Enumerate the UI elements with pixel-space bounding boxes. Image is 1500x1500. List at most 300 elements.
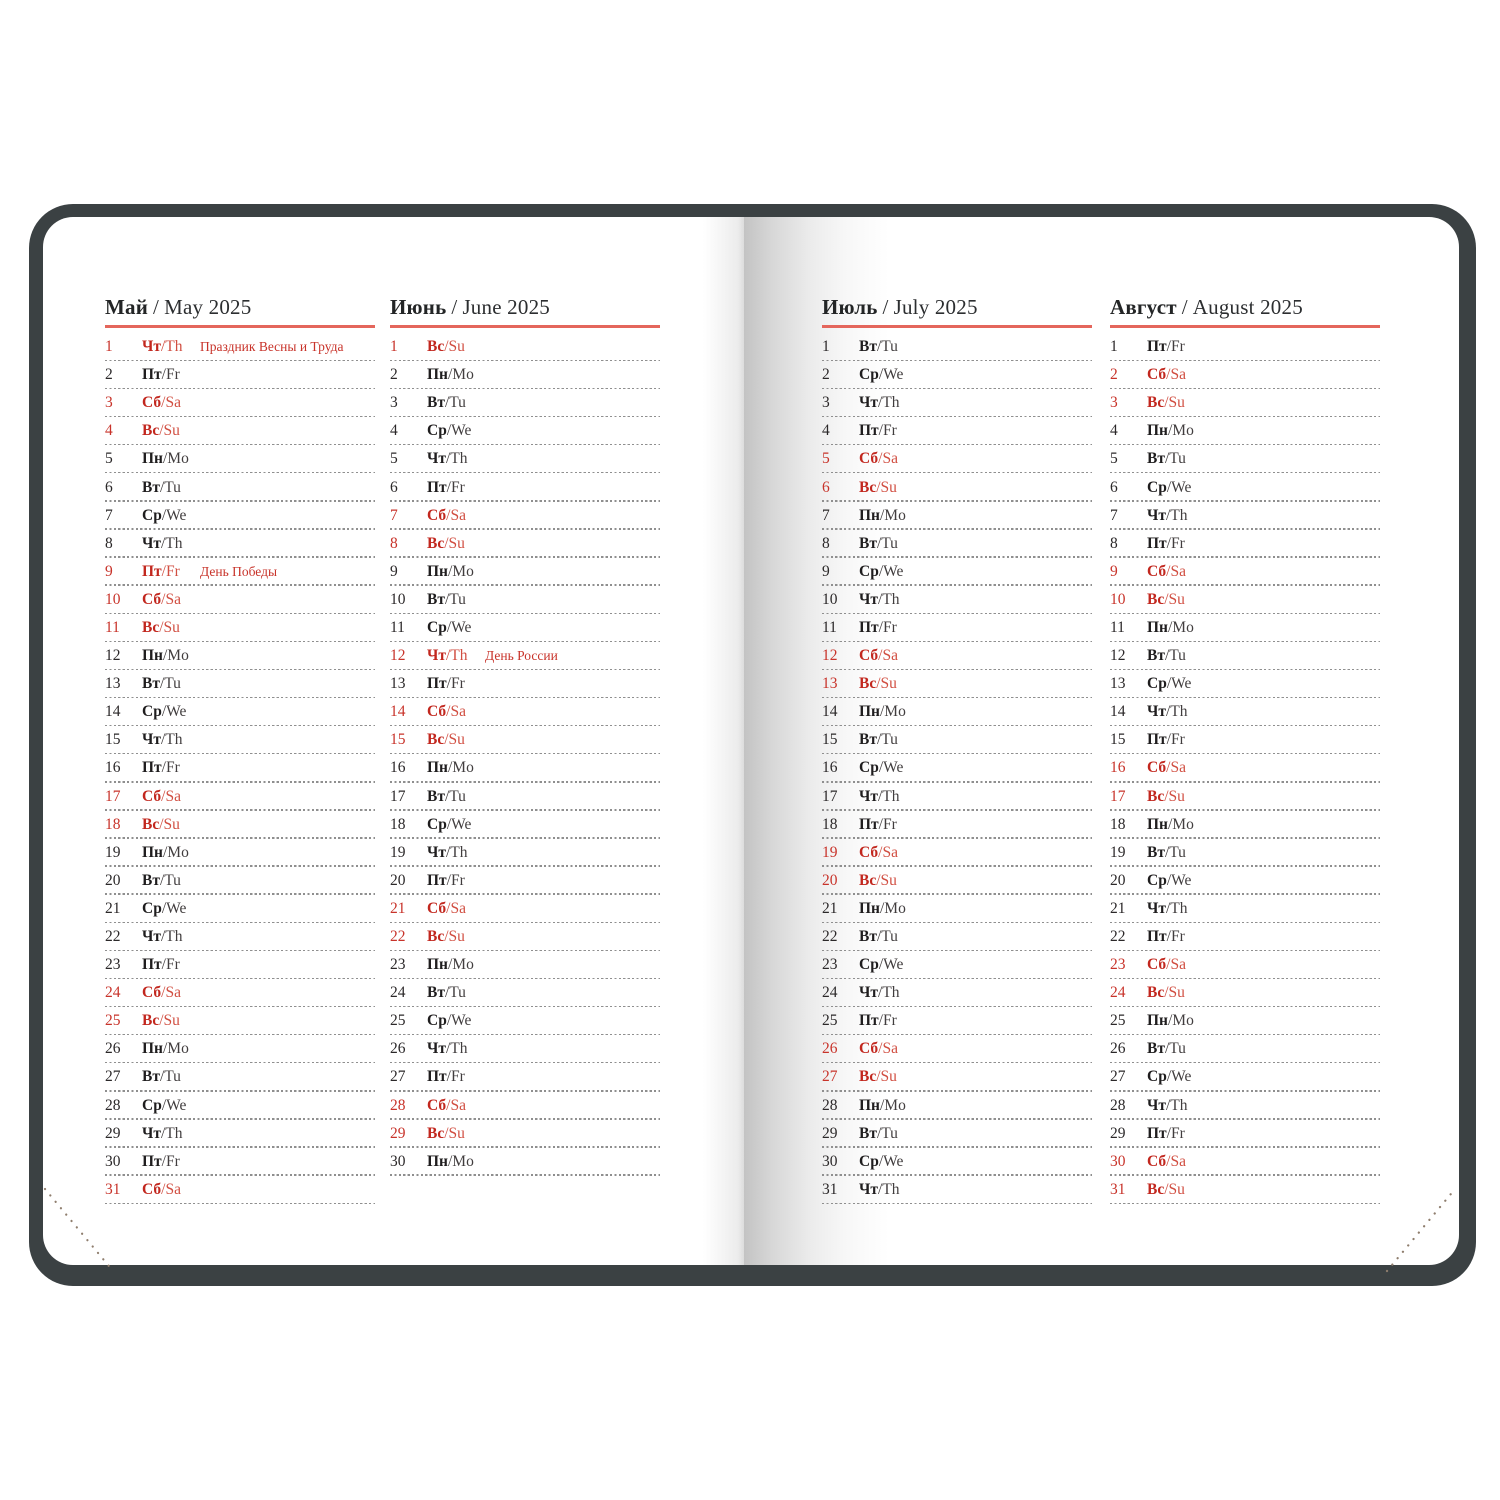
day-row (1110, 642, 1380, 670)
day-of-week-en: /Tu (159, 675, 181, 693)
day-number: 11 (105, 618, 120, 636)
day-of-week (1147, 1068, 1205, 1086)
day-row (822, 473, 1092, 501)
day-number: 3 (105, 394, 113, 412)
day-of-week-ru: Пт (1147, 338, 1167, 356)
day-row (105, 530, 375, 558)
day-row (105, 670, 375, 698)
day-of-week (427, 816, 485, 834)
day-of-week-ru: Пт (1147, 731, 1167, 749)
day-of-week-ru: Вт (142, 1068, 160, 1086)
day-number: 19 (105, 843, 121, 861)
day-number: 26 (1110, 1040, 1126, 1058)
day-of-week (859, 872, 917, 890)
day-of-week-ru: Пн (859, 703, 880, 721)
day-of-week (859, 816, 917, 834)
day-of-week (859, 394, 917, 412)
day-number: 14 (1110, 703, 1126, 721)
day-row (822, 923, 1092, 951)
day-number: 23 (105, 956, 121, 974)
day-of-week-ru: Пт (1147, 1124, 1167, 1142)
day-number: 7 (390, 506, 398, 524)
day-of-week (859, 844, 917, 862)
day-of-week (427, 844, 485, 862)
day-row (1110, 670, 1380, 698)
day-number: 6 (822, 478, 830, 496)
day-row (390, 726, 660, 754)
day-number: 6 (105, 478, 113, 496)
day-of-week-en: /Th (161, 928, 183, 946)
month-header (822, 294, 1092, 328)
day-of-week-ru: Ср (859, 956, 879, 974)
day-of-week (1147, 591, 1205, 609)
day-of-week-en: /Th (878, 1180, 900, 1198)
day-row (105, 726, 375, 754)
day-of-week-ru: Пн (427, 759, 448, 777)
day-of-week-en: /Su (876, 675, 897, 693)
day-of-week-en: /Sa (446, 506, 466, 524)
day-row (105, 389, 375, 417)
day-of-week-ru: Сб (142, 984, 162, 1002)
day-number: 17 (822, 787, 838, 805)
day-number: 1 (390, 338, 398, 356)
day-row (390, 979, 660, 1007)
day-number: 25 (390, 1012, 406, 1030)
day-of-week-ru: Сб (142, 787, 162, 805)
day-number: 11 (390, 618, 405, 636)
day-number: 6 (1110, 478, 1118, 496)
day-number: 26 (822, 1040, 838, 1058)
day-of-week-ru: Вс (142, 815, 160, 833)
day-of-week-ru: Сб (1147, 366, 1167, 384)
day-number: 21 (822, 899, 838, 917)
day-number: 24 (105, 984, 121, 1002)
day-of-week-en: /Th (1166, 1096, 1188, 1114)
day-number: 8 (822, 534, 830, 552)
day-row (822, 754, 1092, 782)
day-of-week-ru: Сб (1147, 956, 1167, 974)
day-row (1110, 1063, 1380, 1091)
day-number: 30 (390, 1152, 406, 1170)
day-of-week (142, 844, 200, 862)
day-of-week (859, 591, 917, 609)
day-of-week-ru: Чт (427, 843, 446, 861)
day-of-week-en: /Th (1166, 899, 1188, 917)
day-number: 23 (390, 956, 406, 974)
day-of-week-ru: Пн (859, 1096, 880, 1114)
day-row (1110, 1035, 1380, 1063)
day-number: 2 (390, 366, 398, 384)
day-of-week-ru: Пт (142, 759, 162, 777)
day-of-week (427, 338, 485, 356)
day-of-week-en: /Tu (1164, 450, 1186, 468)
day-number: 1 (1110, 338, 1118, 356)
day-number: 27 (105, 1068, 121, 1086)
day-number: 9 (822, 562, 830, 580)
day-number: 5 (390, 450, 398, 468)
day-of-week (142, 535, 200, 553)
day-of-week-en: /Tu (876, 1124, 898, 1142)
day-of-week-ru: Вс (859, 1068, 877, 1086)
day-of-week (427, 366, 485, 384)
day-of-week (1147, 1181, 1205, 1199)
day-row (822, 1120, 1092, 1148)
day-number: 25 (105, 1012, 121, 1030)
day-of-week (859, 1068, 917, 1086)
day-row (390, 361, 660, 389)
day-of-week-ru: Пн (1147, 422, 1168, 440)
day-row (1110, 473, 1380, 501)
day-row (105, 502, 375, 530)
day-number: 24 (1110, 984, 1126, 1002)
day-row (105, 642, 375, 670)
day-row (1110, 839, 1380, 867)
day-number: 18 (105, 815, 121, 833)
day-of-week-ru: Пт (427, 871, 447, 889)
day-of-week-ru: Пн (1147, 618, 1168, 636)
day-of-week (1147, 872, 1205, 890)
day-number: 28 (390, 1096, 406, 1114)
day-of-week-en: /Mo (163, 1040, 189, 1058)
day-of-week (1147, 900, 1205, 918)
day-of-week-en: /We (878, 759, 904, 777)
day-number: 28 (1110, 1096, 1126, 1114)
day-of-week-en: /Tu (159, 478, 181, 496)
day-row (105, 1148, 375, 1176)
day-of-week (1147, 759, 1205, 777)
day-of-week-en: /Th (446, 843, 468, 861)
day-of-week-en: /Su (1164, 394, 1185, 412)
day-number: 27 (1110, 1068, 1126, 1086)
day-of-week-en: /Fr (1166, 731, 1185, 749)
day-number: 13 (1110, 675, 1126, 693)
day-of-week-en: /Mo (1168, 815, 1194, 833)
day-number: 15 (390, 731, 406, 749)
day-of-week-en: /Fr (878, 815, 897, 833)
day-of-week-en: /Su (1164, 787, 1185, 805)
day-of-week-en: /Mo (163, 843, 189, 861)
day-of-week (1147, 338, 1205, 356)
day-of-week (427, 1153, 485, 1171)
day-of-week-ru: Чт (859, 984, 878, 1002)
day-of-week-ru: Вт (427, 394, 445, 412)
day-of-week-ru: Пн (859, 899, 880, 917)
month-title-en: May 2025 (164, 295, 252, 319)
day-of-week-en: /Su (159, 815, 180, 833)
day-of-week-en: /Fr (1166, 338, 1185, 356)
month-column-august (1110, 294, 1380, 1204)
day-number: 28 (105, 1096, 121, 1114)
day-row (1110, 698, 1380, 726)
day-of-week-ru: Чт (427, 1040, 446, 1058)
day-of-week-ru: Вт (1147, 843, 1165, 861)
day-of-week-ru: Ср (859, 1152, 879, 1170)
day-of-week-ru: Вс (142, 618, 160, 636)
day-of-week-en: /We (878, 956, 904, 974)
day-number: 27 (390, 1068, 406, 1086)
day-of-week-ru: Чт (1147, 703, 1166, 721)
day-of-week-ru: Вс (859, 478, 877, 496)
day-of-week (142, 366, 200, 384)
day-of-week-ru: Пт (142, 562, 162, 580)
day-of-week-en: /Fr (446, 871, 465, 889)
day-of-week-en: /Mo (163, 450, 189, 468)
day-of-week-ru: Сб (859, 843, 879, 861)
day-number: 13 (822, 675, 838, 693)
day-of-week (142, 1012, 200, 1030)
day-of-week (1147, 619, 1205, 637)
day-of-week-en: /Mo (448, 562, 474, 580)
day-of-week (142, 1097, 200, 1115)
day-of-week-en: /Sa (446, 899, 466, 917)
day-of-week (859, 563, 917, 581)
day-number: 22 (105, 928, 121, 946)
day-number: 29 (105, 1124, 121, 1142)
day-row (1110, 614, 1380, 642)
month-title-ru: Июнь (390, 295, 447, 319)
day-row (1110, 586, 1380, 614)
day-number: 16 (822, 759, 838, 777)
day-of-week (142, 479, 200, 497)
day-of-week (1147, 1012, 1205, 1030)
day-of-week (427, 675, 485, 693)
day-of-week-en: /Fr (161, 956, 180, 974)
day-of-week (427, 1012, 485, 1030)
day-row (390, 1007, 660, 1035)
day-of-week-en: /Sa (161, 394, 181, 412)
day-number: 9 (1110, 562, 1118, 580)
day-row (390, 1035, 660, 1063)
day-number: 26 (105, 1040, 121, 1058)
month-column-may (105, 294, 375, 1204)
day-of-week (427, 900, 485, 918)
day-of-week (1147, 1040, 1205, 1058)
day-of-week-ru: Чт (427, 450, 446, 468)
day-number: 5 (105, 450, 113, 468)
day-of-week-en: /Sa (878, 1040, 898, 1058)
day-number: 16 (390, 759, 406, 777)
day-of-week (142, 1040, 200, 1058)
day-row (105, 1176, 375, 1204)
day-row (822, 1176, 1092, 1204)
day-of-week-ru: Вс (427, 928, 445, 946)
day-row (822, 1007, 1092, 1035)
day-number: 23 (822, 956, 838, 974)
day-of-week-ru: Сб (859, 647, 879, 665)
day-of-week-ru: Сб (427, 1096, 447, 1114)
day-of-week-en: /Sa (161, 590, 181, 608)
day-number: 14 (105, 703, 121, 721)
day-row (822, 726, 1092, 754)
day-of-week-ru: Вс (1147, 984, 1165, 1002)
day-of-week-ru: Вт (859, 1124, 877, 1142)
day-of-week-ru: Ср (142, 1096, 162, 1114)
day-number: 17 (1110, 787, 1126, 805)
day-row (390, 811, 660, 839)
day-of-week-ru: Ср (1147, 675, 1167, 693)
month-header (105, 294, 375, 328)
day-number: 22 (822, 928, 838, 946)
day-number: 7 (105, 506, 113, 524)
day-of-week-en: /Tu (876, 731, 898, 749)
day-of-week-ru: Вт (859, 534, 877, 552)
day-of-week-en: /Fr (161, 759, 180, 777)
day-row (1110, 445, 1380, 473)
day-of-week-en: /Th (878, 984, 900, 1002)
day-of-week-ru: Вт (142, 675, 160, 693)
day-number: 31 (105, 1180, 121, 1198)
day-row (390, 642, 660, 670)
day-of-week-ru: Пн (142, 1040, 163, 1058)
day-of-week-ru: Пт (142, 366, 162, 384)
day-of-week-en: /We (1166, 1068, 1192, 1086)
day-of-week (427, 422, 485, 440)
day-of-week-en: /Su (159, 1012, 180, 1030)
day-row (822, 389, 1092, 417)
day-row (822, 417, 1092, 445)
day-of-week-ru: Вс (1147, 394, 1165, 412)
day-of-week (142, 872, 200, 890)
holiday-note: День Победы (200, 563, 278, 579)
day-row (390, 754, 660, 782)
day-of-week-en: /Su (159, 422, 180, 440)
day-of-week (427, 928, 485, 946)
day-row (1110, 1148, 1380, 1176)
day-of-week-ru: Чт (859, 590, 878, 608)
day-of-week (859, 1040, 917, 1058)
day-row (105, 839, 375, 867)
day-of-week-ru: Вс (1147, 1180, 1165, 1198)
day-row (822, 445, 1092, 473)
day-of-week-en: /Th (446, 647, 468, 665)
day-of-week-en: /We (161, 506, 187, 524)
day-of-week-en: /Mo (1168, 618, 1194, 636)
month-column-july (822, 294, 1092, 1204)
day-number: 8 (105, 534, 113, 552)
day-number: 30 (822, 1152, 838, 1170)
day-of-week-en: /Mo (880, 703, 906, 721)
day-number: 30 (1110, 1152, 1126, 1170)
day-of-week (859, 759, 917, 777)
month-title-ru: Август (1110, 295, 1177, 319)
day-of-week-ru: Пт (142, 1152, 162, 1170)
day-number: 29 (390, 1124, 406, 1142)
day-of-week-en: /Su (444, 338, 465, 356)
day-of-week-en: /Su (876, 871, 897, 889)
day-of-week-ru: Ср (1147, 871, 1167, 889)
day-of-week-ru: Пт (859, 1012, 879, 1030)
day-of-week-ru: Пт (142, 956, 162, 974)
day-row (822, 1148, 1092, 1176)
day-of-week-ru: Вт (427, 590, 445, 608)
day-of-week-ru: Вт (142, 478, 160, 496)
day-row (822, 530, 1092, 558)
day-of-week-en: /Fr (446, 1068, 465, 1086)
day-number: 9 (105, 562, 113, 580)
day-of-week (1147, 507, 1205, 525)
day-of-week-ru: Чт (142, 534, 161, 552)
month-title-en: July 2025 (893, 295, 978, 319)
day-number: 2 (1110, 366, 1118, 384)
month-column-june (390, 294, 660, 1176)
day-number: 6 (390, 478, 398, 496)
day-of-week-en: /Fr (161, 366, 180, 384)
day-of-week-en: /We (878, 1152, 904, 1170)
day-of-week-ru: Чт (142, 731, 161, 749)
day-of-week-en: /Tu (444, 394, 466, 412)
day-number: 24 (822, 984, 838, 1002)
day-of-week (142, 675, 200, 693)
day-of-week-ru: Сб (142, 1180, 162, 1198)
day-of-week-en: /Th (446, 1040, 468, 1058)
day-of-week-ru: Чт (859, 394, 878, 412)
day-of-week (1147, 1153, 1205, 1171)
day-of-week-ru: Сб (859, 450, 879, 468)
day-row (105, 361, 375, 389)
day-of-week-ru: Пн (1147, 815, 1168, 833)
day-number: 21 (1110, 899, 1126, 917)
day-of-week-ru: Пн (427, 956, 448, 974)
day-row (390, 923, 660, 951)
day-of-week (1147, 675, 1205, 693)
day-row (1110, 361, 1380, 389)
day-of-week (859, 422, 917, 440)
day-of-week (859, 731, 917, 749)
day-row (105, 754, 375, 782)
day-of-week (859, 535, 917, 553)
day-of-week (427, 535, 485, 553)
day-number: 11 (822, 618, 837, 636)
day-of-week (859, 450, 917, 468)
day-of-week-ru: Вт (1147, 647, 1165, 665)
day-of-week-ru: Ср (427, 815, 447, 833)
day-of-week-en: /We (161, 1096, 187, 1114)
day-number: 3 (390, 394, 398, 412)
day-number: 5 (822, 450, 830, 468)
day-of-week-en: /Th (161, 731, 183, 749)
day-of-week-en: /Mo (880, 899, 906, 917)
day-of-week-ru: Ср (427, 1012, 447, 1030)
day-row (822, 361, 1092, 389)
day-of-week-en: /We (446, 815, 472, 833)
day-of-week-ru: Сб (1147, 759, 1167, 777)
day-of-week-en: /We (446, 1012, 472, 1030)
day-number: 15 (822, 731, 838, 749)
day-of-week (427, 1040, 485, 1058)
day-of-week-en: /Th (446, 450, 468, 468)
day-number: 18 (822, 815, 838, 833)
day-number: 22 (1110, 928, 1126, 946)
month-title-ru: Июль (822, 295, 878, 319)
day-of-week (142, 731, 200, 749)
day-of-week-en: /We (1166, 478, 1192, 496)
day-row (1110, 979, 1380, 1007)
day-of-week-en: /Fr (161, 1152, 180, 1170)
day-row (1110, 333, 1380, 361)
day-number: 8 (1110, 534, 1118, 552)
day-row (390, 333, 660, 361)
day-of-week-en: /Sa (1166, 366, 1186, 384)
day-of-week-ru: Вт (427, 984, 445, 1002)
day-of-week (1147, 956, 1205, 974)
day-of-week (427, 788, 485, 806)
day-number: 13 (105, 675, 121, 693)
day-of-week-ru: Чт (1147, 506, 1166, 524)
day-of-week-ru: Вс (427, 731, 445, 749)
day-row (822, 1035, 1092, 1063)
month-header (390, 294, 660, 328)
day-of-week-en: /We (446, 618, 472, 636)
